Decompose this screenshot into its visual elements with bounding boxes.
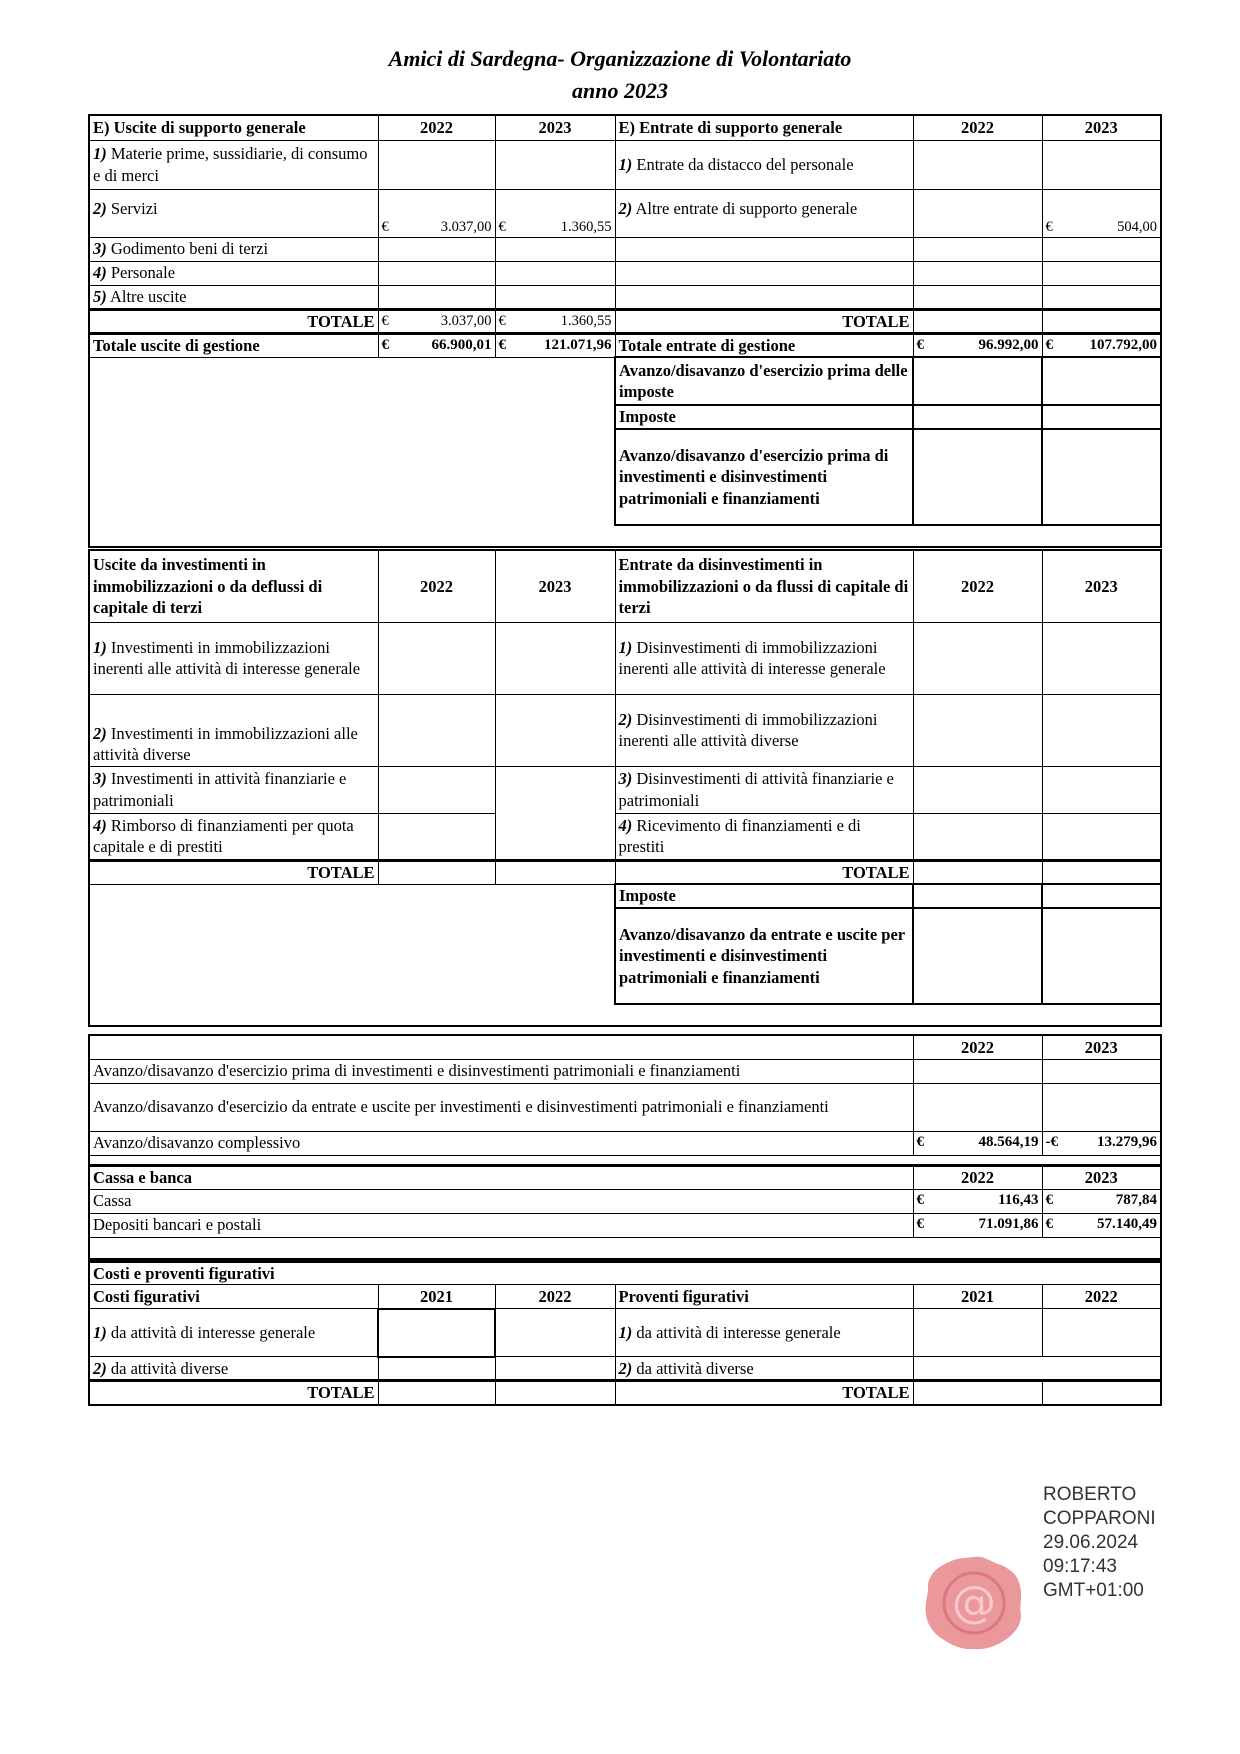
value-cell: € 1.360,55 xyxy=(495,189,615,237)
value-cell: -€ 13.279,96 xyxy=(1042,1131,1161,1155)
signature-timezone: GMT+01:00 xyxy=(1043,1580,1144,1601)
right-row: 2) Altre entrate di supporto generale xyxy=(615,189,913,237)
year-header: 2022 xyxy=(378,550,495,622)
left-row: 3) Godimento beni di terzi xyxy=(89,237,378,261)
value-cell: € 71.091,86 xyxy=(913,1213,1042,1237)
value-cell: € 48.564,19 xyxy=(913,1131,1042,1155)
right-row: 1) Disinvestimenti di immobilizzazioni inerenti alle attività di interesse generale xyxy=(615,622,913,694)
left-header: E) Uscite di supporto generale xyxy=(89,115,378,140)
right-row: 4) Ricevimento di finanziamenti e di prestiti xyxy=(615,813,913,860)
totale-entrate-label: Totale entrate di gestione xyxy=(615,333,913,357)
year-header: 2022 xyxy=(495,1285,615,1309)
year-header: 2022 xyxy=(1042,1285,1161,1309)
signature-first-name: ROBERTO xyxy=(1043,1484,1137,1505)
year-header: 2023 xyxy=(495,115,615,140)
imposte-label: Imposte xyxy=(615,405,913,428)
section-e-table xyxy=(88,114,1162,548)
left-row: 2) da attività diverse xyxy=(89,1357,378,1381)
value-cell: € 3.037,00 xyxy=(378,309,495,333)
totale-label: TOTALE xyxy=(89,309,378,333)
left-header: Costi figurativi xyxy=(89,1285,378,1309)
summary-row-label: Avanzo/disavanzo d'esercizio prima di investimenti e disinvestimenti patrimoniali e finanziamenti xyxy=(89,1059,913,1083)
value-cell: € 504,00 xyxy=(1042,189,1161,237)
left-row: 2) Servizi xyxy=(89,189,378,237)
year-header: 2021 xyxy=(378,1285,495,1309)
year-header: 2023 xyxy=(1042,550,1161,622)
value-cell: € 787,84 xyxy=(1042,1189,1161,1213)
value-cell: € 3.037,00 xyxy=(378,189,495,237)
value-cell: € 116,43 xyxy=(913,1189,1042,1213)
left-row: 3) Investimenti in attività finanziarie e patrimoniali xyxy=(89,766,378,813)
left-row: 5) Altre uscite xyxy=(89,285,378,309)
cassa-row-label: Cassa xyxy=(89,1189,913,1213)
value-cell: € 121.071,96 xyxy=(495,333,615,357)
left-row: 1) da attività di interesse generale xyxy=(89,1309,378,1357)
cassa-row-label: Depositi bancari e postali xyxy=(89,1213,913,1237)
digital-signature xyxy=(1043,1483,1156,1603)
document-title: Amici di Sardegna- Organizzazione di Volontariato xyxy=(388,46,852,71)
figurativi-table xyxy=(88,1260,1162,1406)
year-header: 2023 xyxy=(1042,1035,1161,1059)
year-header: 2021 xyxy=(913,1285,1042,1309)
right-header: Entrate da disinvestimenti in immobilizzazioni o da flussi di capitale di terzi xyxy=(615,550,913,622)
value-cell: € 66.900,01 xyxy=(378,333,495,357)
year-header: 2022 xyxy=(913,1035,1042,1059)
signature-date: 29.06.2024 xyxy=(1043,1532,1139,1553)
left-header: Uscite da investimenti in immobilizzazioni o da deflussi di capitale di terzi xyxy=(89,550,378,622)
year-header: 2022 xyxy=(913,115,1042,140)
avanzo-investimenti-label: Avanzo/disavanzo da entrate e uscite per investimenti e disinvestimenti patrimoniali e finanziamenti xyxy=(615,908,913,1004)
summary-row-label: Avanzo/disavanzo d'esercizio da entrate e uscite per investimenti e disinvestimenti patrimoniali e finanziamenti xyxy=(89,1083,913,1131)
avanzo-prima-imposte-label: Avanzo/disavanzo d'esercizio prima delle imposte xyxy=(615,357,913,405)
cassa-header: Cassa e banca xyxy=(89,1165,913,1189)
year-header: 2023 xyxy=(1042,1165,1161,1189)
year-header: 2023 xyxy=(495,550,615,622)
left-row: 2) Investimenti in immobilizzazioni alle attività diverse xyxy=(89,694,378,766)
totale-label: TOTALE xyxy=(615,1381,913,1405)
totale-label: TOTALE xyxy=(89,860,378,884)
totale-label: TOTALE xyxy=(89,1381,378,1405)
svg-text:@: @ xyxy=(952,1577,996,1628)
left-row: 1) Materie prime, sussidiarie, di consumo e di merci xyxy=(89,140,378,189)
imposte-label: Imposte xyxy=(615,884,913,908)
year-header: 2022 xyxy=(913,1165,1042,1189)
right-row: 3) Disinvestimenti di attività finanziarie e patrimoniali xyxy=(615,766,913,813)
value-cell: € 57.140,49 xyxy=(1042,1213,1161,1237)
left-row: 4) Personale xyxy=(89,261,378,285)
avanzo-prima-investimenti-label: Avanzo/disavanzo d'esercizio prima di investimenti e disinvestimenti patrimoniali e finanziamenti xyxy=(615,429,913,525)
year-header: 2022 xyxy=(378,115,495,140)
right-row: 1) da attività di interesse generale xyxy=(615,1309,913,1357)
totale-label: TOTALE xyxy=(615,860,913,884)
summary-table xyxy=(88,1034,1162,1260)
summary-row-label: Avanzo/disavanzo complessivo xyxy=(89,1131,913,1155)
document-subtitle: anno 2023 xyxy=(572,78,668,103)
totale-label: TOTALE xyxy=(615,309,913,333)
value-cell: € 1.360,55 xyxy=(495,309,615,333)
left-row: 1) Investimenti in immobilizzazioni inerenti alle attività di interesse generale xyxy=(89,622,378,694)
left-row: 4) Rimborso di finanziamenti per quota capitale e di prestiti xyxy=(89,813,378,860)
value-cell: € 107.792,00 xyxy=(1042,333,1161,357)
totale-uscite-label: Totale uscite di gestione xyxy=(89,333,378,357)
right-header: E) Entrate di supporto generale xyxy=(615,115,913,140)
figurativi-header: Costi e proventi figurativi xyxy=(89,1262,1161,1285)
year-header: 2023 xyxy=(1042,115,1161,140)
value-cell: € 96.992,00 xyxy=(913,333,1042,357)
right-row: 2) Disinvestimenti di immobilizzazioni inerenti alle attività diverse xyxy=(615,694,913,766)
right-row: 2) da attività diverse xyxy=(615,1357,913,1381)
signature-time: 09:17:43 xyxy=(1043,1556,1117,1577)
right-header: Proventi figurativi xyxy=(615,1285,913,1309)
at-sign-wax-seal-icon xyxy=(922,1553,1026,1653)
investments-table xyxy=(88,549,1162,1027)
year-header: 2022 xyxy=(913,550,1042,622)
signature-last-name: COPPARONI xyxy=(1043,1508,1156,1529)
right-row: 1) Entrate da distacco del personale xyxy=(615,140,913,189)
